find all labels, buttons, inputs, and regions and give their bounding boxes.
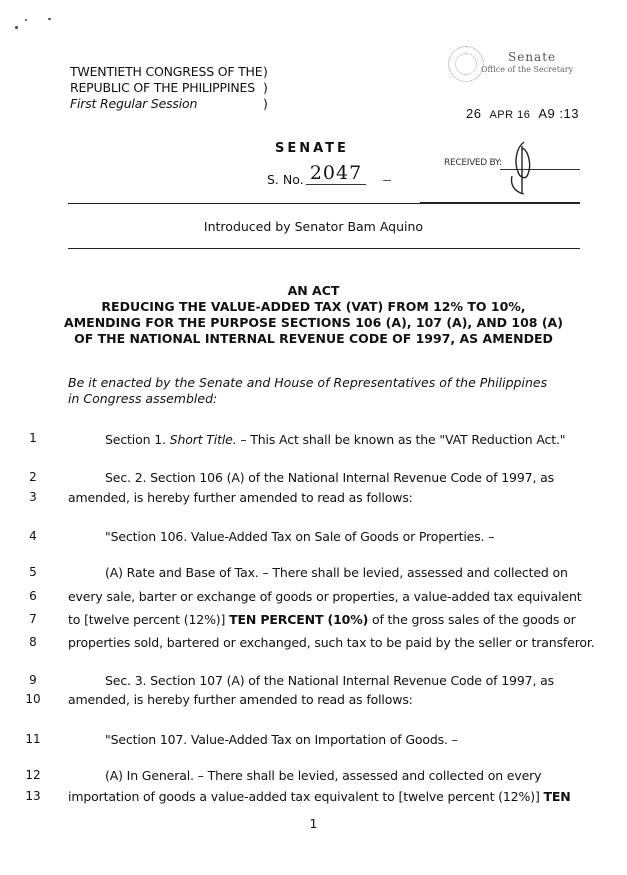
text-run: importation of goods a value-added tax equivalent to [twelve percent (12%)] xyxy=(68,789,544,804)
introduced-by: Introduced by Senator Bam Aquino xyxy=(203,219,424,234)
body-line: properties sold, bartered or exchanged, such tax to be paid by the seller or transferor. xyxy=(68,635,595,650)
stamp-subtitle: Office of the Secretary xyxy=(481,65,574,74)
act-title-line-3: AMENDING FOR THE PURPOSE SECTIONS 106 (A), 107 (A), AND 108 (A) xyxy=(64,315,563,330)
stamp-title: Senate xyxy=(508,50,557,64)
line-number: 4 xyxy=(29,529,37,543)
line-number: 6 xyxy=(29,589,37,603)
act-title-line-1: AN ACT xyxy=(287,283,340,298)
received-date-stamp xyxy=(466,106,579,121)
act-title-line-2: REDUCING THE VALUE-ADDED TAX (VAT) FROM 12% TO 10%, xyxy=(101,299,526,314)
line-number: 1 xyxy=(29,431,37,445)
body-line: every sale, barter or exchange of goods or properties, a value-added tax equivalent xyxy=(68,589,582,604)
amended-rate: TEN PERCENT (10%) xyxy=(229,612,369,627)
divider-bottom xyxy=(68,248,580,249)
body-line: (A) In General. – There shall be levied, assessed and collected on every xyxy=(105,768,542,783)
text-run: – This Act shall be known as the "VAT Reduction Act." xyxy=(236,432,566,447)
congress-line: TWENTIETH CONGRESS OF THE xyxy=(70,64,263,79)
act-title-line-4: OF THE NATIONAL INTERNAL REVENUE CODE OF 1997, AS AMENDED xyxy=(74,331,553,346)
page-number: 1 xyxy=(309,816,318,831)
senate-seal-inner-icon xyxy=(455,53,477,75)
body-line: (A) Rate and Base of Tax. – There shall be levied, assessed and collected on xyxy=(105,565,568,580)
republic-line: REPUBLIC OF THE PHILIPPINES xyxy=(70,80,255,95)
line-number: 8 xyxy=(29,635,37,649)
body-line: "Section 107. Value-Added Tax on Importation of Goods. – xyxy=(105,732,458,747)
line-number: 12 xyxy=(25,768,41,782)
congress-header xyxy=(70,64,290,112)
line-number: 2 xyxy=(29,470,37,484)
enacting-clause: Be it enacted by the Senate and House of Representatives of the Philippines in Congress assembled: xyxy=(68,375,548,406)
line-number: 9 xyxy=(29,673,37,687)
bracket: ) xyxy=(263,80,268,95)
chamber-title: SENATE xyxy=(275,141,349,156)
body-line: amended, is hereby further amended to read as follows: xyxy=(68,692,413,707)
bracket: ) xyxy=(263,96,268,111)
body-line xyxy=(68,612,576,627)
body-line: "Section 106. Value-Added Tax on Sale of Goods or Properties. – xyxy=(105,529,495,544)
body-line: Sec. 2. Section 106 (A) of the National Internal Revenue Code of 1997, as xyxy=(105,470,554,485)
text-run: Section 1. xyxy=(105,432,170,447)
scan-speck xyxy=(15,26,18,29)
divider-top xyxy=(68,203,580,204)
signature-icon xyxy=(504,138,544,198)
date-month: APR 16 xyxy=(489,109,531,121)
body-line xyxy=(105,432,565,447)
date-time: A9 :13 xyxy=(538,106,579,121)
pen-mark xyxy=(383,180,391,181)
body-line: amended, is hereby further amended to read as follows: xyxy=(68,490,413,505)
line-number: 11 xyxy=(25,732,41,746)
text-run: of the gross sales of the goods or xyxy=(368,612,576,627)
scan-speck xyxy=(25,19,27,21)
bill-number: 2047 xyxy=(306,162,366,185)
scan-speck xyxy=(48,18,51,20)
line-number: 3 xyxy=(29,490,37,504)
bracket: ) xyxy=(263,64,268,79)
session-line: First Regular Session xyxy=(70,96,198,111)
body-line xyxy=(68,789,571,804)
short-title-label: Short Title. xyxy=(169,432,237,447)
line-number: 13 xyxy=(25,789,41,803)
text-run: to [twelve percent (12%)] xyxy=(68,612,230,627)
bill-number-label: S. No. xyxy=(267,172,304,187)
line-number: 10 xyxy=(25,692,41,706)
amended-rate: TEN xyxy=(543,789,571,804)
body-line: Sec. 3. Section 107 (A) of the National Internal Revenue Code of 1997, as xyxy=(105,673,554,688)
line-number: 7 xyxy=(29,612,37,626)
received-by-label: RECEIVED BY: xyxy=(444,158,502,168)
line-number: 5 xyxy=(29,565,37,579)
date-day: 26 xyxy=(466,106,482,121)
